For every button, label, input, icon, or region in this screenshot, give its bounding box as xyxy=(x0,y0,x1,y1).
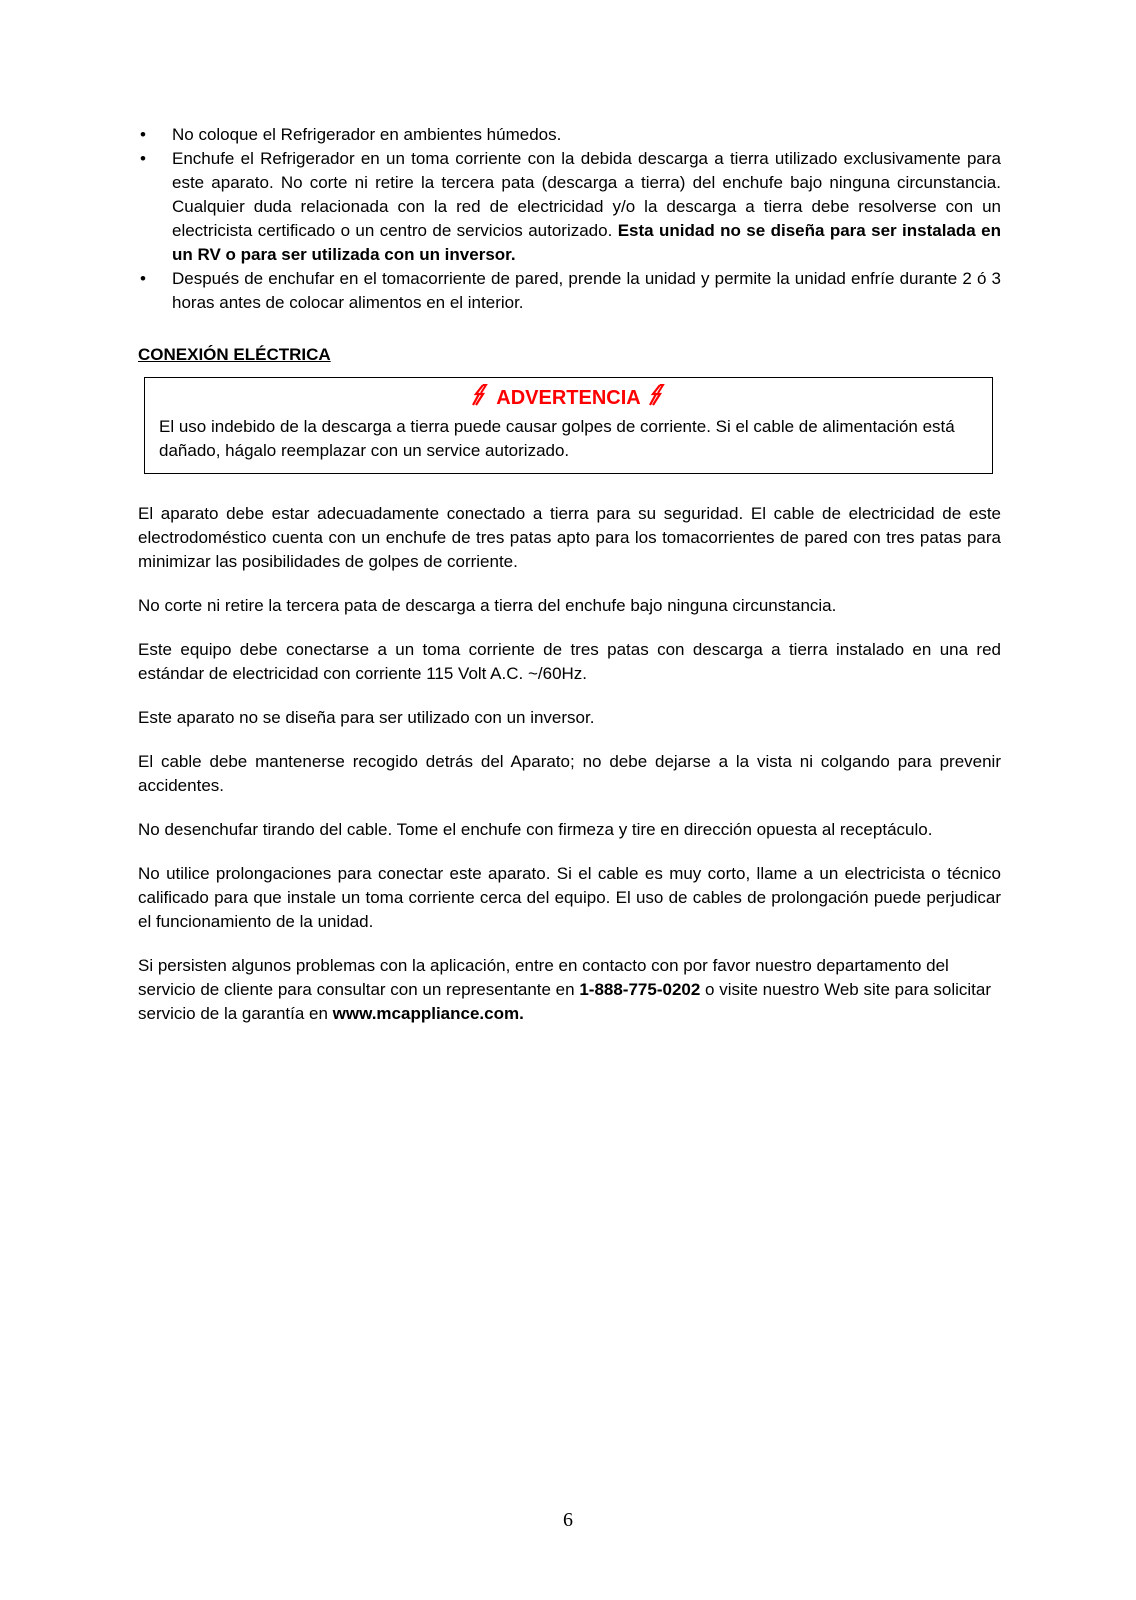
warning-title: ADVERTENCIA xyxy=(496,386,641,409)
paragraph-outlet: Este equipo debe conectarse a un toma corriente de tres patas con descarga a tierra instalado en una red estándar de electricidad con corriente 115 Volt A.C. ~/60Hz. xyxy=(138,640,1001,683)
safety-bullet-list xyxy=(138,123,1001,315)
contact-text-2: o visite nuestro Web site para solicitar servicio de la garantía en xyxy=(138,980,992,1023)
phone-number: 1-888-775-0202 xyxy=(579,980,701,999)
bullet-text: Enchufe el Refrigerador en un toma corriente con la debida descarga a tierra utilizado exclusivamente para este aparato. No corte ni retire la tercera pata (descarga a tierra) del enchufe bajo ninguna circunstancia. Cualquier duda relacionada con la red de electricidad y/o la descarga a tierra debe resolverse con un electricista certificado o un centro de servicios autorizado. xyxy=(172,149,1001,240)
warning-text: El uso indebido de la descarga a tierra puede causar golpes de corriente. Si el cable de alimentación está dañado, hágalo reemplazar con un service autorizado. xyxy=(159,417,955,460)
bullet-text: Después de enchufar en el tomacorriente de pared, prende la unidad y permite la unidad enfríe durante 2 ó 3 horas antes de colocar alimentos en el interior. xyxy=(172,269,1001,312)
website-url: www.mcappliance.com. xyxy=(332,1004,524,1023)
paragraph-contact xyxy=(138,954,1001,1026)
contact-text: Si persisten algunos problemas con la aplicación, entre en contacto con por favor nuestro departamento del servicio de cliente para consultar con un representante en xyxy=(138,956,949,999)
paragraph-third-prong: No corte ni retire la tercera pata de descarga a tierra del enchufe bajo ninguna circunstancia. xyxy=(138,596,837,615)
bullet-marker: • xyxy=(140,125,146,144)
warning-box xyxy=(144,377,993,474)
list-item xyxy=(138,147,1001,267)
page-number: 6 xyxy=(563,1509,573,1531)
section-title: CONEXIÓN ELÉCTRICA xyxy=(138,345,331,364)
lightning-bolt-icon xyxy=(647,384,667,413)
list-item xyxy=(138,267,1001,315)
bullet-bold-text: Esta unidad no se diseña para ser instalada en un RV o para ser utilizada con un inversor. xyxy=(172,221,1001,264)
lightning-bolt-icon xyxy=(470,384,490,413)
bullet-marker: • xyxy=(140,149,146,168)
paragraph-unplug: No desenchufar tirando del cable. Tome el enchufe con firmeza y tire en dirección opuesta al receptáculo. xyxy=(138,820,933,839)
paragraph-inverter: Este aparato no se diseña para ser utilizado con un inversor. xyxy=(138,708,595,727)
paragraph-cable: El cable debe mantenerse recogido detrás del Aparato; no debe dejarse a la vista ni colgando para prevenir accidentes. xyxy=(138,752,1001,795)
paragraph-extension: No utilice prolongaciones para conectar este aparato. Si el cable es muy corto, llame a un electricista o técnico calificado para que instale un toma corriente cerca del equipo. El uso de cables de prolongación puede perjudicar el funcionamiento de la unidad. xyxy=(138,864,1001,931)
bullet-marker: • xyxy=(140,269,146,288)
list-item xyxy=(138,123,1001,147)
page-content xyxy=(138,123,1001,1026)
bullet-text: No coloque el Refrigerador en ambientes húmedos. xyxy=(172,125,562,144)
paragraph-grounding: El aparato debe estar adecuadamente conectado a tierra para su seguridad. El cable de electricidad de este electrodoméstico cuenta con un enchufe de tres patas apto para los tomacorrientes de pared con tres patas para minimizar las posibilidades de golpes de corriente. xyxy=(138,504,1001,571)
warning-header xyxy=(159,384,978,413)
